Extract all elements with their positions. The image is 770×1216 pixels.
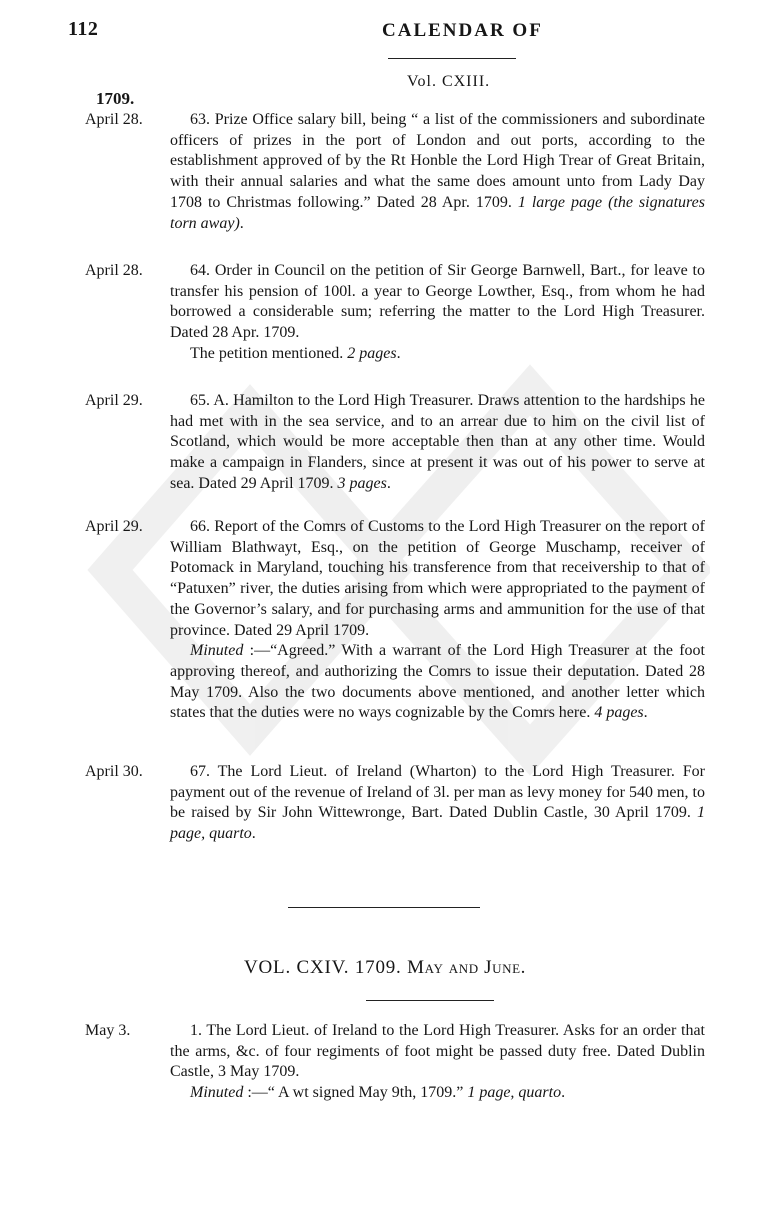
entry-text-run: The petition mentioned. bbox=[190, 344, 348, 362]
calendar-entry bbox=[85, 261, 705, 365]
entry-body bbox=[170, 762, 705, 845]
entry-body bbox=[170, 1021, 705, 1104]
heading-rule bbox=[366, 1000, 494, 1001]
volume-heading-2-main: VOL. CXIV. 1709. bbox=[244, 957, 402, 978]
extent-note: 1 large page (the signatures torn away) bbox=[170, 193, 706, 232]
entry-text bbox=[170, 517, 705, 641]
volume-heading-2-months: May and June. bbox=[407, 957, 526, 978]
entry-body bbox=[170, 391, 705, 495]
entry-text-tail: . bbox=[386, 474, 391, 492]
entry-date: April 29. bbox=[85, 518, 143, 535]
entry-text-run: 64. Order in Council on the petition of Sir George Barnwell, Bart., for leave to transfer his pension of 100l. a year to George Lowther, Esq., from whom he had borrowed a considerable sum; referring the matter to the Lord High Treasurer. Dated 28 Apr. 1709. bbox=[170, 262, 705, 342]
entry-text-run: :—“Agreed.” With a warrant of the Lord High Treasurer at the foot approving thereof, and authorizing the Comrs to issue their deputation. Dated 28 May 1709. Also the two documents above mentioned, and another letter which states that the duties were no ways cognizable by the Comrs here. bbox=[170, 642, 705, 722]
minuted-label: Minuted bbox=[190, 642, 244, 660]
entry-text-tail: . bbox=[251, 825, 256, 843]
entry-text-run: 67. The Lord Lieut. of Ireland (Wharton) to the Lord High Treasurer. For payment out of the revenue of Ireland of 3l. per man as levy money for 540 men, to be raised by Sir John Wittewronge, Bart. Dated Dublin Castle, 30 April 1709. bbox=[170, 763, 705, 822]
header-rule bbox=[388, 58, 516, 59]
page-number: 112 bbox=[68, 18, 99, 40]
entry-date: April 29. bbox=[85, 392, 143, 409]
entry-date: April 30. bbox=[85, 763, 143, 780]
extent-note: 1 page, quarto bbox=[170, 804, 705, 843]
entry-text-tail: . bbox=[561, 1084, 566, 1102]
entry-text bbox=[170, 1021, 705, 1083]
running-title: CALENDAR OF bbox=[382, 20, 543, 41]
entry-text bbox=[170, 391, 705, 495]
calendar-entry bbox=[85, 110, 705, 234]
entry-date: April 28. bbox=[85, 111, 143, 128]
entry-body bbox=[170, 110, 705, 234]
volume-heading: Vol. CXIII. bbox=[407, 73, 491, 90]
entry-note bbox=[170, 641, 705, 724]
extent-note: 1 page, quarto bbox=[467, 1084, 562, 1102]
calendar-entry bbox=[85, 391, 705, 495]
year-label: 1709. bbox=[96, 89, 135, 108]
entry-date: May 3. bbox=[85, 1022, 131, 1039]
entry-body bbox=[170, 261, 705, 365]
extent-note: 3 pages bbox=[337, 474, 387, 492]
calendar-entry bbox=[85, 517, 705, 724]
volume-heading-2 bbox=[244, 957, 526, 979]
entry-text-tail: . bbox=[396, 344, 401, 362]
entry-text bbox=[170, 110, 705, 234]
entry-text-run: 65. A. Hamilton to the Lord High Treasurer. Draws attention to the hardships he had met with in the sea service, and to an arrear due to him on the civil list of Scotland, which would be more acceptable then than at any other time. Would make a campaign in Flanders, since at present it was out of his power to serve at sea. Dated 29 April 1709. bbox=[170, 392, 705, 492]
calendar-entry bbox=[85, 1021, 705, 1104]
entry-date: April 28. bbox=[85, 262, 143, 279]
minuted-label: Minuted bbox=[190, 1084, 244, 1102]
entry-text bbox=[170, 261, 705, 344]
entry-text-tail: . bbox=[643, 704, 648, 722]
entry-text-tail: . bbox=[239, 214, 244, 232]
entry-text-run: :—“ A wt signed May 9th, 1709.” bbox=[243, 1084, 468, 1102]
entry-text-run: 63. Prize Office salary bill, being “ a list of the commissioners and subordinate officers of prizes in the port of London and out ports, according to the establishment approved of by the Rt Honble the Lord High Trear of Great Britain, with their annual salaries and what the same does amount unto from Lady Day 1708 to Christmas following.” Dated 28 Apr. 1709. bbox=[170, 111, 705, 211]
section-divider bbox=[288, 907, 480, 908]
entry-text-run: 1. The Lord Lieut. of Ireland to the Lord High Treasurer. Asks for an order that the arms, &c. of four regiments of foot might be passed duty free. Dated Dublin Castle, 3 May 1709. bbox=[170, 1022, 705, 1081]
entry-note bbox=[170, 1083, 705, 1104]
calendar-entry bbox=[85, 762, 705, 845]
extent-note: 2 pages bbox=[347, 344, 397, 362]
entry-body bbox=[170, 517, 705, 724]
entry-text bbox=[170, 762, 705, 845]
extent-note: 4 pages bbox=[594, 704, 644, 722]
entry-text-run: 66. Report of the Comrs of Customs to the Lord High Treasurer on the report of William Blathwayt, Esq., on the petition of George Muschamp, receiver of Potomack in Maryland, touching his transference from that receivership to that of “Patuxen” river, the duties arising from which were appropriated to the payment of the Governor’s salary, and for purchasing arms and ammunition for the use of that province. Dated 29 April 1709. bbox=[170, 518, 705, 639]
entry-note bbox=[170, 344, 705, 365]
